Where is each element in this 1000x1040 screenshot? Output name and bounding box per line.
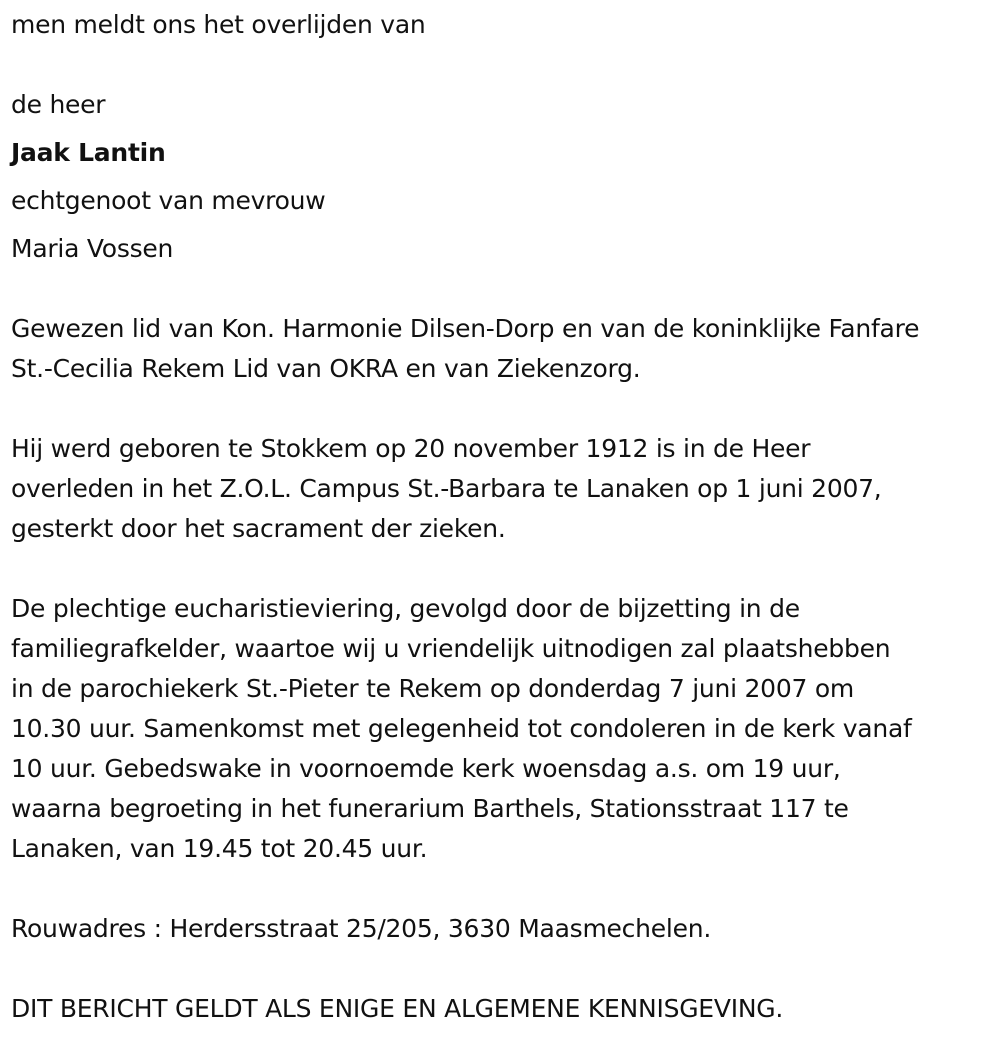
ceremony-line: Lanaken, van 19.45 tot 20.45 uur. [11,834,428,863]
ceremony-line: 10.30 uur. Samenkomst met gelegenheid tot condoleren in de kerk vanaf [11,714,912,743]
intro-text: men meldt ons het overlijden van [11,10,426,39]
birth-death-line: gesterkt door het sacrament der zieken. [11,514,506,543]
membership-line: Gewezen lid van Kon. Harmonie Dilsen-Dorp en van de koninklijke Fanfare [11,314,920,343]
mourning-address: Rouwadres : Herdersstraat 25/205, 3630 Maasmechelen. [11,914,712,943]
deceased-name: Jaak Lantin [11,138,166,167]
birth-death-line: Hij werd geboren te Stokkem op 20 november 1912 is in de Heer [11,434,811,463]
membership-paragraph [11,309,996,389]
spouse-name: Maria Vossen [11,234,174,263]
honorific: de heer [11,90,106,119]
birth-death-paragraph [11,429,996,549]
ceremony-paragraph [11,589,996,869]
ceremony-line: 10 uur. Gebedswake in voornoemde kerk woensdag a.s. om 19 uur, [11,754,841,783]
ceremony-line: familiegrafkelder, waartoe wij u vriendelijk uitnodigen zal plaatshebben [11,634,891,663]
spouse-label: echtgenoot van mevrouw [11,186,326,215]
ceremony-line: De plechtige eucharistieviering, gevolgd door de bijzetting in de [11,594,800,623]
ceremony-line: waarna begroeting in het funerarium Barthels, Stationsstraat 117 te [11,794,849,823]
footer-notice: DIT BERICHT GELDT ALS ENIGE EN ALGEMENE KENNISGEVING. [11,994,784,1023]
ceremony-line: in de parochiekerk St.-Pieter te Rekem op donderdag 7 juni 2007 om [11,674,854,703]
membership-line: St.-Cecilia Rekem Lid van OKRA en van Ziekenzorg. [11,354,641,383]
birth-death-line: overleden in het Z.O.L. Campus St.-Barbara te Lanaken op 1 juni 2007, [11,474,882,503]
